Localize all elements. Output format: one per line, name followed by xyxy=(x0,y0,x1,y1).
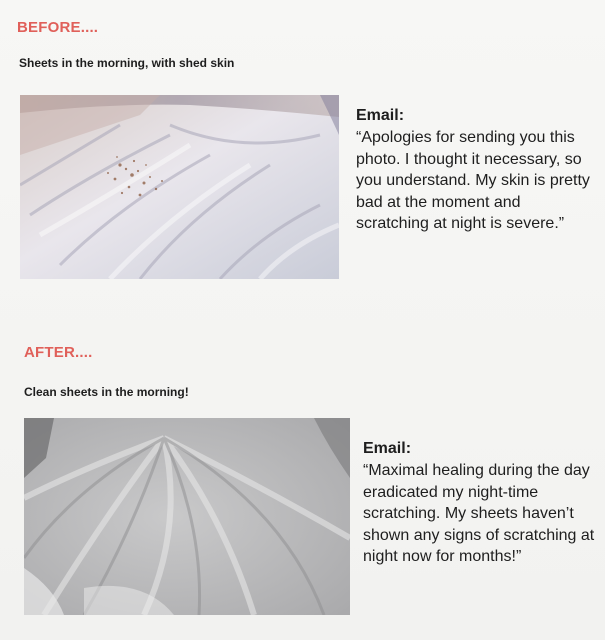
after-heading: AFTER.... xyxy=(24,344,93,361)
after-sheets-photo xyxy=(24,418,350,615)
before-email-text: “Apologies for sending you this photo. I thought it necessary, so you understand. My skin is pretty bad at the moment and scratching at night is severe.” xyxy=(356,129,590,232)
after-caption: Clean sheets in the morning! xyxy=(24,385,189,399)
before-email xyxy=(356,107,596,235)
before-caption: Sheets in the morning, with shed skin xyxy=(19,56,235,70)
before-heading: BEFORE.... xyxy=(17,19,99,36)
after-email-text: “Maximal healing during the day eradicated my night-time scratching. My sheets haven’t shown any signs of scratching at night now for months!” xyxy=(363,462,595,565)
after-email-label: Email: xyxy=(363,440,412,457)
before-email-label: Email: xyxy=(356,107,405,124)
after-email xyxy=(363,440,599,568)
before-sheets-photo xyxy=(20,95,339,279)
